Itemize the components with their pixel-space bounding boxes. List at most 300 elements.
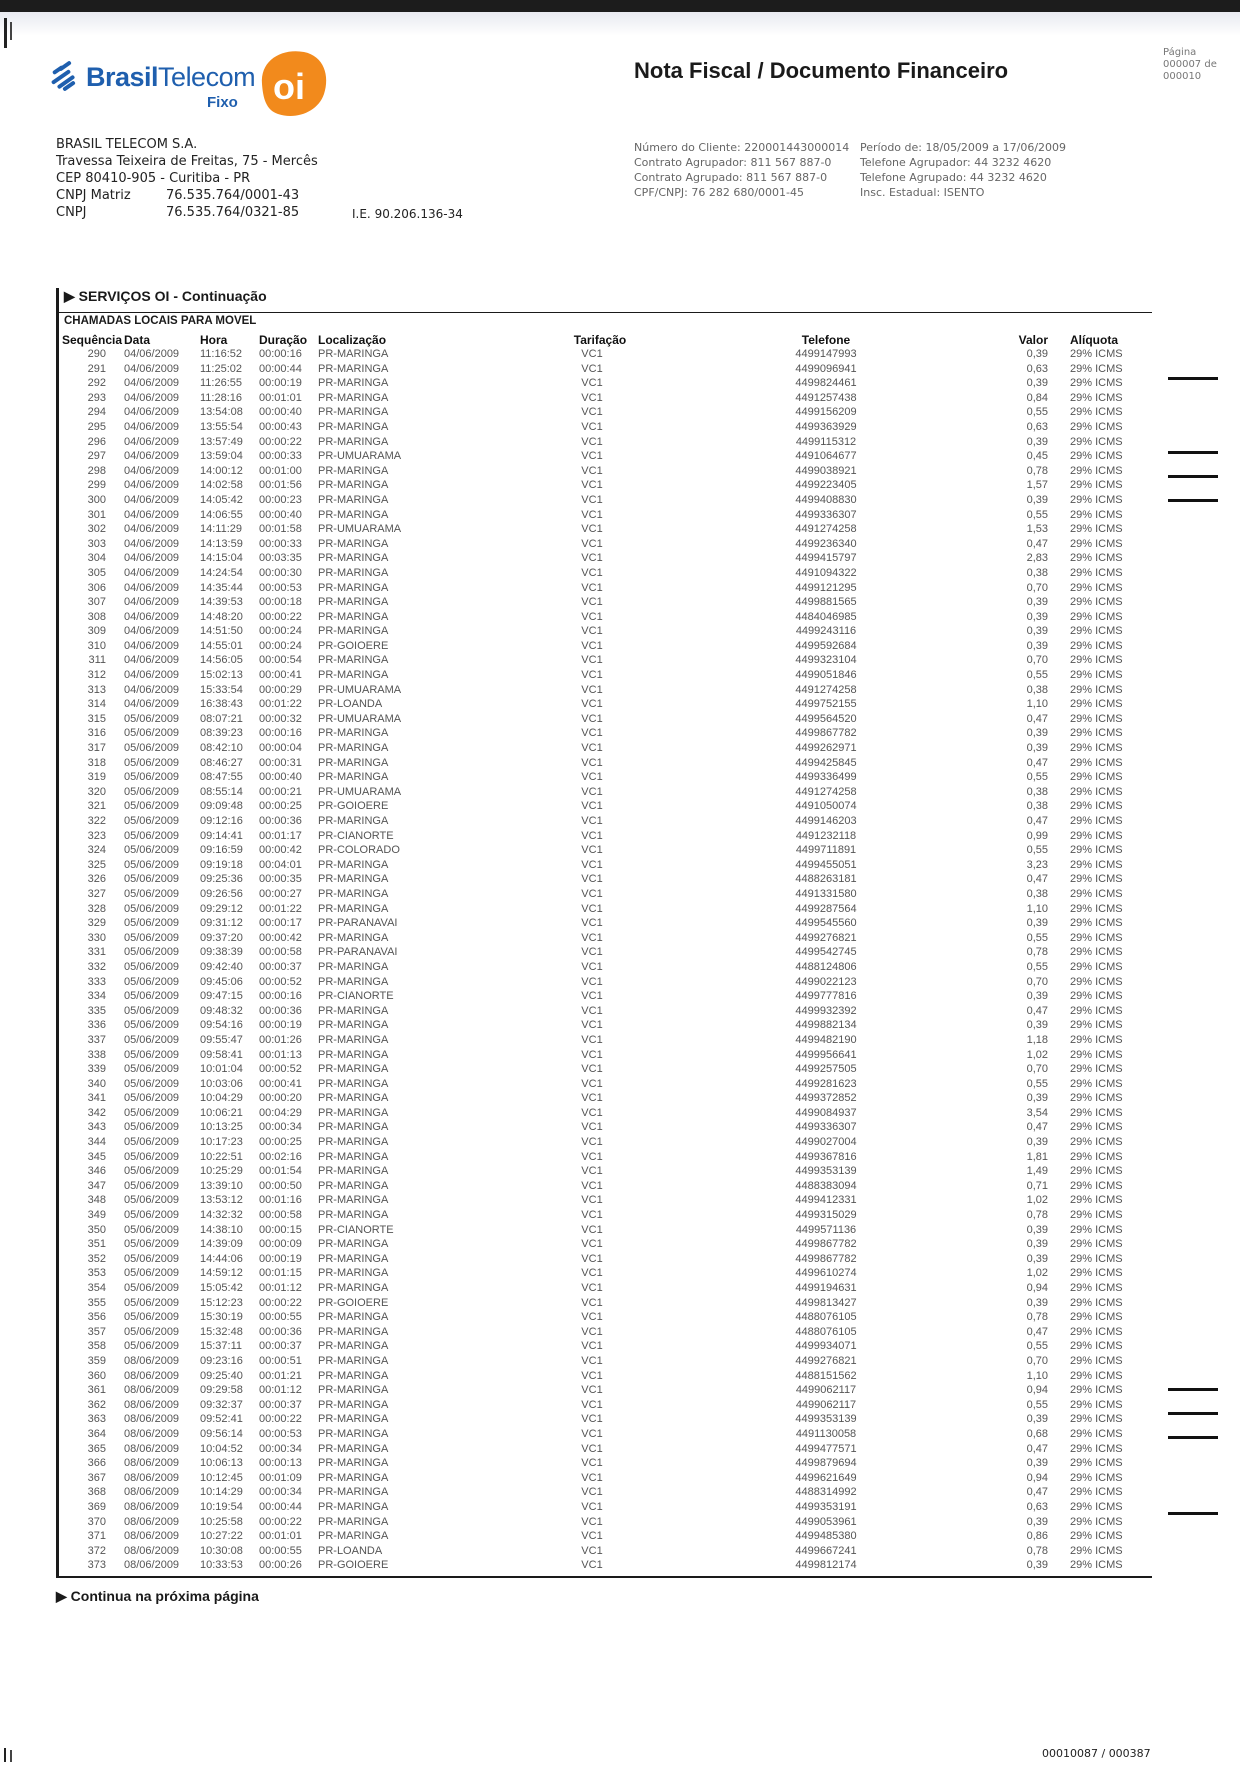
cell-telefone: 4488151562 <box>795 1369 857 1382</box>
cell-telefone: 4499485380 <box>795 1530 857 1543</box>
cell-data: 04/06/2009 <box>124 610 180 623</box>
cell-aliquota: 29% ICMS <box>1070 479 1123 492</box>
cell-localizacao: PR-UMUARAMA <box>318 523 402 536</box>
cell-tarifacao: VC1 <box>581 931 603 944</box>
cell-telefone: 4499813427 <box>795 1296 857 1309</box>
cell-hora: 09:56:14 <box>200 1427 243 1440</box>
cell-valor: 0,39 <box>1026 1413 1048 1426</box>
cell-hora: 09:14:41 <box>200 829 243 842</box>
cell-sequencia: 322 <box>87 815 106 827</box>
cell-localizacao: PR-MARINGA <box>318 1311 389 1324</box>
cell-sequencia: 310 <box>87 639 106 652</box>
cell-telefone: 4499867782 <box>795 727 857 740</box>
cell-telefone: 4499236340 <box>795 537 857 550</box>
table-row <box>62 756 1154 771</box>
page-indicator <box>1163 47 1217 83</box>
table-row <box>62 1193 1154 1208</box>
cell-data: 05/06/2009 <box>124 1209 180 1222</box>
cell-valor: 1,02 <box>1026 1048 1048 1061</box>
cell-data: 04/06/2009 <box>124 493 180 506</box>
company-block <box>56 136 318 221</box>
table-row <box>62 1369 1154 1384</box>
cell-sequencia: 316 <box>87 727 106 740</box>
cell-valor: 0,63 <box>1026 1500 1048 1513</box>
cell-localizacao: PR-UMUARAMA <box>318 712 402 725</box>
cell-telefone: 4499571136 <box>795 1223 857 1236</box>
cell-valor: 0,70 <box>1026 1063 1048 1076</box>
cell-aliquota: 29% ICMS <box>1070 450 1123 463</box>
cell-sequencia: 315 <box>87 712 106 725</box>
table-row <box>62 347 1154 362</box>
table-row <box>62 1354 1154 1369</box>
table-row <box>62 960 1154 975</box>
cell-sequencia: 355 <box>87 1296 106 1309</box>
cell-valor: 0,39 <box>1026 1136 1048 1149</box>
cell-sequencia: 311 <box>88 654 106 667</box>
cell-duracao: 00:01:09 <box>259 1471 302 1484</box>
cell-hora: 14:15:04 <box>200 552 243 565</box>
table-row <box>62 508 1154 523</box>
table-row <box>62 493 1154 508</box>
cell-tarifacao: VC1 <box>581 493 603 506</box>
cell-duracao: 00:00:13 <box>259 1457 302 1470</box>
cell-aliquota: 29% ICMS <box>1070 581 1123 594</box>
cell-localizacao: PR-MARINGA <box>318 669 389 682</box>
cell-sequencia: 371 <box>87 1530 106 1543</box>
cell-valor: 0,94 <box>1026 1471 1048 1484</box>
scan-header-shade <box>0 12 1240 36</box>
cell-localizacao: PR-MARINGA <box>318 420 389 433</box>
cell-tarifacao: VC1 <box>581 1165 603 1178</box>
cell-valor: 0,38 <box>1026 800 1048 813</box>
cell-duracao: 00:00:44 <box>259 1500 302 1513</box>
cell-duracao: 00:00:30 <box>259 566 302 579</box>
cell-valor: 0,70 <box>1026 975 1048 988</box>
cell-sequencia: 348 <box>87 1194 106 1207</box>
cell-tarifacao: VC1 <box>581 756 603 769</box>
table-row <box>62 478 1154 493</box>
cell-telefone: 4499062117 <box>795 1384 857 1397</box>
cell-hora: 14:44:06 <box>200 1252 243 1265</box>
cell-sequencia: 365 <box>87 1442 106 1455</box>
cell-telefone: 4499281623 <box>795 1077 857 1090</box>
cell-hora: 09:54:16 <box>200 1019 243 1032</box>
cell-hora: 14:59:12 <box>200 1267 243 1280</box>
cell-aliquota: 29% ICMS <box>1070 1077 1123 1090</box>
cell-aliquota: 29% ICMS <box>1070 815 1123 827</box>
section-bottom-rule <box>56 1576 1152 1578</box>
cell-tarifacao: VC1 <box>581 785 603 798</box>
cell-tarifacao: VC1 <box>581 1209 603 1222</box>
cell-aliquota: 29% ICMS <box>1070 377 1123 390</box>
cell-hora: 10:06:13 <box>200 1457 243 1470</box>
cell-localizacao: PR-CIANORTE <box>318 990 394 1003</box>
table-row <box>62 741 1154 756</box>
cell-telefone: 4499564520 <box>795 712 857 725</box>
cell-hora: 10:12:45 <box>200 1471 243 1484</box>
cell-hora: 09:25:40 <box>200 1369 243 1382</box>
cell-hora: 08:42:10 <box>200 742 243 755</box>
cell-valor: 0,63 <box>1026 362 1048 375</box>
cell-duracao: 00:00:20 <box>259 1092 302 1105</box>
cell-tarifacao: VC1 <box>581 1457 603 1470</box>
brasil-telecom-logo <box>48 56 256 116</box>
cell-telefone: 4491232118 <box>795 829 857 842</box>
table-row <box>62 522 1154 537</box>
cell-localizacao: PR-MARINGA <box>318 756 389 769</box>
contract-grouped: Contrato Agrupado: 811 567 887-0 <box>634 171 828 184</box>
cell-tarifacao: VC1 <box>581 698 603 711</box>
cell-tarifacao: VC1 <box>581 1427 603 1440</box>
table-row <box>62 1310 1154 1325</box>
cell-telefone: 4499262971 <box>795 742 857 755</box>
cell-duracao: 00:00:36 <box>259 815 302 827</box>
cell-localizacao: PR-MARINGA <box>318 1194 389 1207</box>
cell-duracao: 00:00:34 <box>259 1442 302 1455</box>
cell-hora: 11:16:52 <box>200 348 243 360</box>
cell-hora: 09:09:48 <box>200 800 243 813</box>
table-row <box>62 639 1154 654</box>
brasil-telecom-symbol-icon <box>48 58 82 92</box>
cell-hora: 09:25:36 <box>200 873 243 886</box>
cell-localizacao: PR-MARINGA <box>318 902 389 915</box>
cell-sequencia: 327 <box>87 887 106 900</box>
cell-sequencia: 308 <box>87 610 106 623</box>
cell-data: 08/06/2009 <box>124 1544 180 1557</box>
cell-aliquota: 29% ICMS <box>1070 391 1123 404</box>
calls-table-body <box>62 347 1154 1573</box>
table-row <box>62 551 1154 566</box>
cell-duracao: 00:00:37 <box>259 1398 302 1411</box>
cell-tarifacao: VC1 <box>581 1077 603 1090</box>
cell-aliquota: 29% ICMS <box>1070 1442 1123 1455</box>
cell-duracao: 00:01:12 <box>259 1384 302 1397</box>
cell-data: 05/06/2009 <box>124 1194 180 1207</box>
cell-aliquota: 29% ICMS <box>1070 669 1123 682</box>
cell-data: 05/06/2009 <box>124 960 180 973</box>
table-row <box>62 683 1154 698</box>
cell-telefone: 4499777816 <box>795 990 857 1003</box>
cell-localizacao: PR-MARINGA <box>318 625 389 638</box>
cell-tarifacao: VC1 <box>581 1515 603 1528</box>
cell-telefone: 4499038921 <box>795 464 857 477</box>
cell-tarifacao: VC1 <box>581 1500 603 1513</box>
cell-sequencia: 296 <box>87 435 106 448</box>
cell-tarifacao: VC1 <box>581 1398 603 1411</box>
cell-telefone: 4499425845 <box>795 756 857 769</box>
cell-telefone: 4488263181 <box>795 873 857 886</box>
cell-sequencia: 356 <box>87 1311 106 1324</box>
cell-telefone: 4499881565 <box>795 596 857 609</box>
cell-duracao: 00:00:50 <box>259 1179 302 1192</box>
cell-sequencia: 370 <box>87 1515 106 1528</box>
cell-data: 05/06/2009 <box>124 990 180 1003</box>
cell-duracao: 00:01:15 <box>259 1267 302 1280</box>
cell-tarifacao: VC1 <box>581 1033 603 1046</box>
page-current: 000007 de <box>1163 59 1217 70</box>
cell-localizacao: PR-MARINGA <box>318 566 389 579</box>
cell-sequencia: 349 <box>87 1209 106 1222</box>
scan-mark <box>1168 451 1218 454</box>
cell-duracao: 00:00:09 <box>259 1238 302 1251</box>
cell-tarifacao: VC1 <box>581 742 603 755</box>
scan-mark <box>1168 475 1218 478</box>
table-row <box>62 902 1154 917</box>
cell-localizacao: PR-MARINGA <box>318 1398 389 1411</box>
cell-sequencia: 350 <box>87 1223 106 1236</box>
cell-aliquota: 29% ICMS <box>1070 566 1123 579</box>
cell-duracao: 00:00:40 <box>259 771 302 784</box>
cell-telefone: 4499243116 <box>795 625 857 638</box>
cell-tarifacao: VC1 <box>581 683 603 696</box>
table-row <box>62 1106 1154 1121</box>
cell-localizacao: PR-MARINGA <box>318 406 389 419</box>
cell-duracao: 00:00:41 <box>259 1077 302 1090</box>
cell-valor: 0,39 <box>1026 727 1048 740</box>
cell-hora: 09:23:16 <box>200 1354 243 1367</box>
cell-localizacao: PR-MARINGA <box>318 1048 389 1061</box>
cell-data: 04/06/2009 <box>124 348 180 360</box>
cell-localizacao: PR-UMUARAMA <box>318 683 402 696</box>
cell-data: 05/06/2009 <box>124 1106 180 1119</box>
cell-sequencia: 292 <box>87 377 106 390</box>
cell-valor: 0,63 <box>1026 420 1048 433</box>
cell-sequencia: 364 <box>87 1427 106 1440</box>
cell-tarifacao: VC1 <box>581 1282 603 1294</box>
cell-hora: 11:25:02 <box>200 362 243 375</box>
cell-localizacao: PR-MARINGA <box>318 815 389 827</box>
cell-sequencia: 290 <box>87 348 106 360</box>
cell-duracao: 00:00:33 <box>259 450 302 463</box>
cell-telefone: 4499824461 <box>795 377 857 390</box>
cell-tarifacao: VC1 <box>581 450 603 463</box>
cell-data: 05/06/2009 <box>124 785 180 798</box>
cell-valor: 0,99 <box>1026 829 1048 842</box>
cell-hora: 10:19:54 <box>200 1500 243 1513</box>
cell-hora: 09:47:15 <box>200 990 243 1003</box>
table-row <box>62 1456 1154 1471</box>
cell-data: 05/06/2009 <box>124 946 180 959</box>
cell-sequencia: 336 <box>87 1019 106 1032</box>
cnpj-label: CNPJ <box>56 205 87 220</box>
cell-tarifacao: VC1 <box>581 1063 603 1076</box>
cell-hora: 09:37:20 <box>200 931 243 944</box>
cell-tarifacao: VC1 <box>581 960 603 973</box>
cell-duracao: 00:00:17 <box>259 917 302 930</box>
cell-tarifacao: VC1 <box>581 348 603 360</box>
cell-duracao: 00:01:26 <box>259 1033 302 1046</box>
cell-telefone: 4499223405 <box>795 479 857 492</box>
cell-data: 05/06/2009 <box>124 844 180 857</box>
cell-telefone: 4499879694 <box>795 1457 857 1470</box>
cell-aliquota: 29% ICMS <box>1070 1209 1123 1222</box>
cell-duracao: 00:00:16 <box>259 990 302 1003</box>
cell-hora: 13:57:49 <box>200 435 243 448</box>
cell-aliquota: 29% ICMS <box>1070 362 1123 375</box>
contract-grouper: Contrato Agrupador: 811 567 887-0 <box>634 156 832 169</box>
cell-duracao: 00:00:29 <box>259 683 302 696</box>
cell-aliquota: 29% ICMS <box>1070 1340 1123 1353</box>
cell-tarifacao: VC1 <box>581 1194 603 1207</box>
cell-hora: 10:14:29 <box>200 1486 243 1499</box>
cell-aliquota: 29% ICMS <box>1070 420 1123 433</box>
phone-grouper: Telefone Agrupador: 44 3232 4620 <box>860 156 1052 169</box>
cell-aliquota: 29% ICMS <box>1070 1092 1123 1105</box>
cell-localizacao: PR-MARINGA <box>318 1063 389 1076</box>
cell-telefone: 4499062117 <box>795 1398 857 1411</box>
cell-localizacao: PR-UMUARAMA <box>318 785 402 798</box>
page-number: 00010087 / 000387 <box>1042 1747 1151 1760</box>
cell-duracao: 00:01:22 <box>259 902 302 915</box>
cell-hora: 09:52:41 <box>200 1413 243 1426</box>
cell-duracao: 00:00:55 <box>259 1311 302 1324</box>
cell-hora: 14:06:55 <box>200 508 243 521</box>
cell-valor: 0,39 <box>1026 348 1048 360</box>
cell-hora: 15:12:23 <box>200 1296 243 1309</box>
table-row <box>62 668 1154 683</box>
cell-hora: 09:58:41 <box>200 1048 243 1061</box>
cell-valor: 0,38 <box>1026 566 1048 579</box>
cell-hora: 09:48:32 <box>200 1004 243 1017</box>
cell-valor: 1,10 <box>1026 1369 1048 1382</box>
cell-aliquota: 29% ICMS <box>1070 1106 1123 1119</box>
cell-telefone: 4499257505 <box>795 1063 857 1076</box>
cell-duracao: 00:01:58 <box>259 523 302 536</box>
cell-valor: 1,57 <box>1026 479 1048 492</box>
cell-data: 05/06/2009 <box>124 1165 180 1178</box>
cell-valor: 0,55 <box>1026 406 1048 419</box>
cell-hora: 08:39:23 <box>200 727 243 740</box>
cell-localizacao: PR-MARINGA <box>318 1354 389 1367</box>
cell-telefone: 4499146203 <box>795 815 857 827</box>
cell-localizacao: PR-MARINGA <box>318 1530 389 1543</box>
cell-tarifacao: VC1 <box>581 1296 603 1309</box>
cell-tarifacao: VC1 <box>581 1019 603 1032</box>
cell-sequencia: 367 <box>87 1471 106 1484</box>
cell-aliquota: 29% ICMS <box>1070 435 1123 448</box>
table-row <box>62 1544 1154 1559</box>
cell-telefone: 4499408830 <box>795 493 857 506</box>
cell-valor: 0,47 <box>1026 1004 1048 1017</box>
cell-valor: 0,71 <box>1026 1179 1048 1192</box>
cell-telefone: 4499412331 <box>795 1194 857 1207</box>
table-header-row <box>62 333 1154 347</box>
cell-data: 05/06/2009 <box>124 1063 180 1076</box>
table-row <box>62 1004 1154 1019</box>
cell-duracao: 00:01:12 <box>259 1282 302 1294</box>
cell-valor: 0,39 <box>1026 610 1048 623</box>
cell-hora: 09:45:06 <box>200 975 243 988</box>
cell-hora: 14:32:32 <box>200 1209 243 1222</box>
cell-duracao: 00:00:55 <box>259 1544 302 1557</box>
cell-telefone: 4499353191 <box>795 1500 857 1513</box>
cell-duracao: 00:00:22 <box>259 1413 302 1426</box>
cell-duracao: 00:00:53 <box>259 581 302 594</box>
cell-valor: 0,47 <box>1026 1486 1048 1499</box>
table-row <box>62 726 1154 741</box>
cell-hora: 10:01:04 <box>200 1063 243 1076</box>
cell-duracao: 00:00:34 <box>259 1121 302 1134</box>
cell-localizacao: PR-MARINGA <box>318 1500 389 1513</box>
cell-sequencia: 360 <box>87 1369 106 1382</box>
cell-sequencia: 333 <box>87 975 106 988</box>
table-row <box>62 712 1154 727</box>
cell-valor: 0,39 <box>1026 1252 1048 1265</box>
cell-duracao: 00:00:27 <box>259 887 302 900</box>
cell-tarifacao: VC1 <box>581 873 603 886</box>
cell-valor: 0,39 <box>1026 1559 1048 1572</box>
cell-aliquota: 29% ICMS <box>1070 1165 1123 1178</box>
cell-hora: 09:42:40 <box>200 960 243 973</box>
cell-localizacao: PR-MARINGA <box>318 1369 389 1382</box>
cell-aliquota: 29% ICMS <box>1070 1457 1123 1470</box>
cell-telefone: 4499812174 <box>795 1559 857 1572</box>
cell-valor: 1,53 <box>1026 523 1048 536</box>
cell-valor: 0,78 <box>1026 1311 1048 1324</box>
cell-hora: 15:33:54 <box>200 683 243 696</box>
cnpj-row <box>56 204 318 221</box>
cell-hora: 14:24:54 <box>200 566 243 579</box>
cell-hora: 15:02:13 <box>200 669 243 682</box>
cell-aliquota: 29% ICMS <box>1070 1413 1123 1426</box>
period-info <box>860 140 1066 200</box>
cell-telefone: 4499156209 <box>795 406 857 419</box>
cell-localizacao: PR-MARINGA <box>318 960 389 973</box>
cell-data: 05/06/2009 <box>124 1077 180 1090</box>
table-row <box>62 391 1154 406</box>
cell-telefone: 4488383094 <box>795 1179 857 1192</box>
cell-aliquota: 29% ICMS <box>1070 785 1123 798</box>
calls-subheading: CHAMADAS LOCAIS PARA MOVEL <box>64 315 257 327</box>
cell-localizacao: PR-MARINGA <box>318 391 389 404</box>
cell-valor: 0,45 <box>1026 450 1048 463</box>
cell-hora: 10:03:06 <box>200 1077 243 1090</box>
cell-valor: 0,47 <box>1026 537 1048 550</box>
cell-valor: 1,02 <box>1026 1267 1048 1280</box>
cell-telefone: 4491130058 <box>795 1427 857 1440</box>
cell-valor: 0,55 <box>1026 931 1048 944</box>
cell-aliquota: 29% ICMS <box>1070 1369 1123 1382</box>
cell-valor: 0,47 <box>1026 1121 1048 1134</box>
cell-telefone: 4499027004 <box>795 1136 857 1149</box>
cell-localizacao: PR-CIANORTE <box>318 829 394 842</box>
cell-sequencia: 307 <box>87 596 106 609</box>
cell-data: 05/06/2009 <box>124 887 180 900</box>
section-title: ▶ SERVIÇOS OI - Continuação <box>64 288 267 304</box>
cell-telefone: 4491331580 <box>795 887 857 900</box>
cell-localizacao: PR-MARINGA <box>318 1121 389 1134</box>
cell-tarifacao: VC1 <box>581 1369 603 1382</box>
cell-sequencia: 361 <box>87 1384 106 1397</box>
cell-hora: 09:16:59 <box>200 844 243 857</box>
cell-data: 05/06/2009 <box>124 858 180 871</box>
cell-sequencia: 301 <box>87 508 106 521</box>
cell-data: 04/06/2009 <box>124 698 180 711</box>
cell-hora: 15:37:11 <box>200 1340 243 1353</box>
cell-sequencia: 343 <box>87 1121 106 1134</box>
cell-localizacao: PR-MARINGA <box>318 1209 389 1222</box>
table-row <box>62 814 1154 829</box>
cell-sequencia: 319 <box>87 771 106 784</box>
cell-tarifacao: VC1 <box>581 508 603 521</box>
cell-data: 05/06/2009 <box>124 1179 180 1192</box>
cell-duracao: 00:00:15 <box>259 1223 302 1236</box>
cell-sequencia: 340 <box>87 1077 106 1090</box>
cell-valor: 0,55 <box>1026 669 1048 682</box>
cell-valor: 0,86 <box>1026 1530 1048 1543</box>
cell-tarifacao: VC1 <box>581 435 603 448</box>
table-row <box>62 1485 1154 1500</box>
